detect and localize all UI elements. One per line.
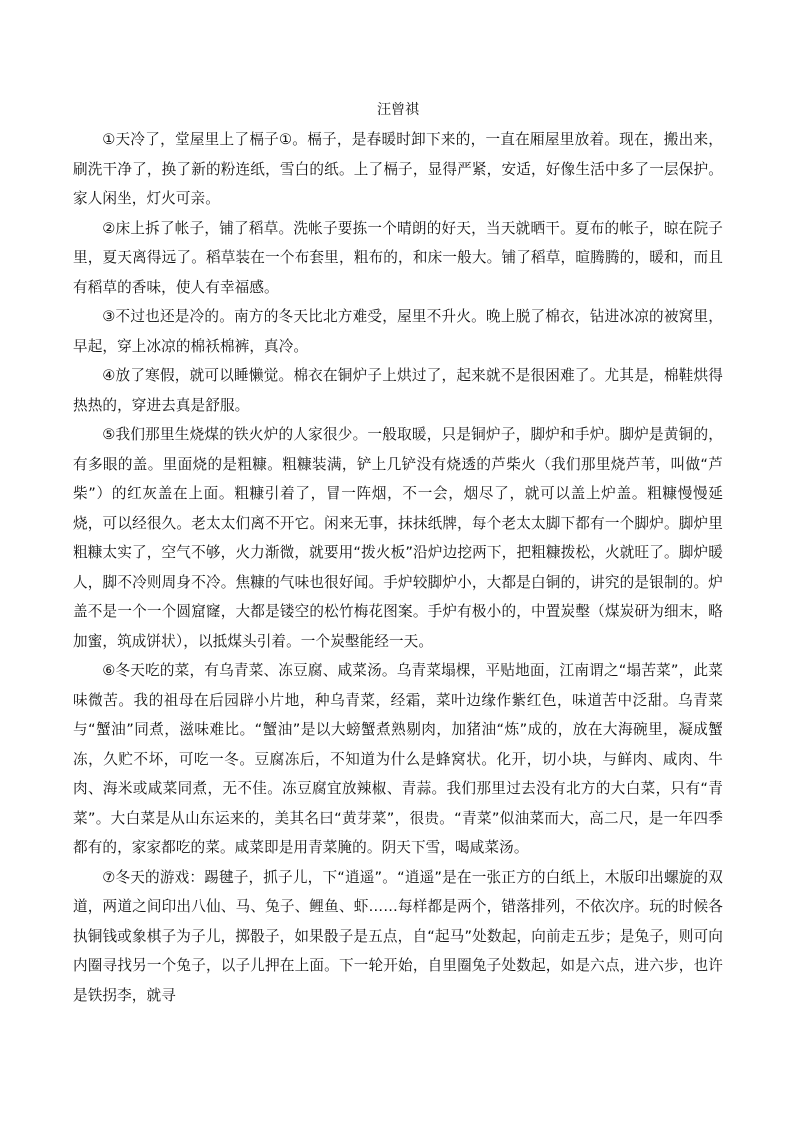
paragraph-5: ⑤我们那里生烧煤的铁火炉的人家很少。一般取暖，只是铜炉子，脚炉和手炉。脚炉是黄铜的，有多眼的盖。里面烧的是粗糠。粗糠装满，铲上几铲没有烧透的芦柴火（我们那里烧芦苇，叫做“芦柴”）的红灰盖在上面。粗糠引着了，冒一阵烟，不一会，烟尽了，就可以盖上炉盖。粗糠慢慢延烧，可以经很久。老太太们离不开它。闲来无事，抹抹纸牌，每个老太太脚下都有一个脚炉。脚炉里粗糠太实了，空气不够，火力渐微，就要用“拨火板”沿炉边挖两下，把粗糠拨松，火就旺了。脚炉暖人，脚不冷则周身不冷。焦糠的气味也很好闻。手炉较脚炉小，大都是白铜的，讲究的是银制的。炉盖不是一个一个圆窟窿，大都是镂空的松竹梅花图案。手炉有极小的，中置炭墼（煤炭研为细末，略加蜜，筑成饼状），以抵煤头引着。一个炭墼能经一天。 [73, 426, 723, 650]
paragraph-7: ⑦冬天的游戏：踢毽子，抓子儿，下“逍遥”。“逍遥”是在一张正方的白纸上，木版印出螺旋的双道，两道之间印出八仙、马、兔子、鲤鱼、虾……每样都是两个，错落排列，不依次序。玩的时候各执铜钱或象棋子为子儿，掷骰子，如果骰子是五点，自“起马”处数起，向前走五步；是兔子，则可向内圈寻找另一个兔子，以子儿押在上面。下一轮开始，自里圈兔子处数起，如是六点，进六步，也许是铁拐李，就寻 [73, 868, 723, 1004]
paragraph-6: ⑥冬天吃的菜，有乌青菜、冻豆腐、咸菜汤。乌青菜塌棵，平贴地面，江南谓之“塌苦菜”，此菜味微苦。我的祖母在后园辟小片地，种乌青菜，经霜，菜叶边缘作紫红色，味道苦中泛甜。乌青菜与“蟹油”同煮，滋味难比。“蟹油”是以大螃蟹煮熟剔肉，加猪油“炼”成的，放在大海碗里，凝成蟹冻，久贮不坏，可吃一冬。豆腐冻后，不知道为什么是蜂窝状。化开，切小块，与鲜肉、咸肉、牛肉、海米或咸菜同煮，无不佳。冻豆腐宜放辣椒、青蒜。我们那里过去没有北方的大白菜，只有“青菜”。大白菜是从山东运来的，美其名曰“黄芽菜”，很贵。“青菜”似油菜而大，高二尺，是一年四季都有的，家家都吃的菜。咸菜即是用青菜腌的。阴天下雪，喝咸菜汤。 [73, 662, 723, 856]
paragraph-1: ①天冷了，堂屋里上了槅子①。槅子，是春暖时卸下来的，一直在厢屋里放着。现在，搬出来，刷洗干净了，换了新的粉连纸，雪白的纸。上了槅子，显得严紧，安适，好像生活中多了一层保护。家人闲坐，灯火可亲。 [73, 131, 723, 207]
document-page [73, 96, 723, 1010]
author-name: 汪曾祺 [377, 102, 419, 118]
paragraph-3: ③不过也还是冷的。南方的冬天比北方难受，屋里不升火。晚上脱了棉衣，钻进冰凉的被窝里，早起，穿上冰凉的棉袄棉裤，真冷。 [73, 308, 723, 355]
paragraph-4: ④放了寒假，就可以睡懒觉。棉衣在铜炉子上烘过了，起来就不是很困难了。尤其是，棉鞋烘得热热的，穿进去真是舒服。 [73, 367, 723, 414]
paragraph-2: ②床上拆了帐子，铺了稻草。洗帐子要拣一个晴朗的好天，当天就晒干。夏布的帐子，晾在院子里，夏天离得远了。稻草装在一个布套里，粗布的，和床一般大。铺了稻草，暄腾腾的，暖和，而且有稻草的香味，使人有幸福感。 [73, 219, 723, 296]
